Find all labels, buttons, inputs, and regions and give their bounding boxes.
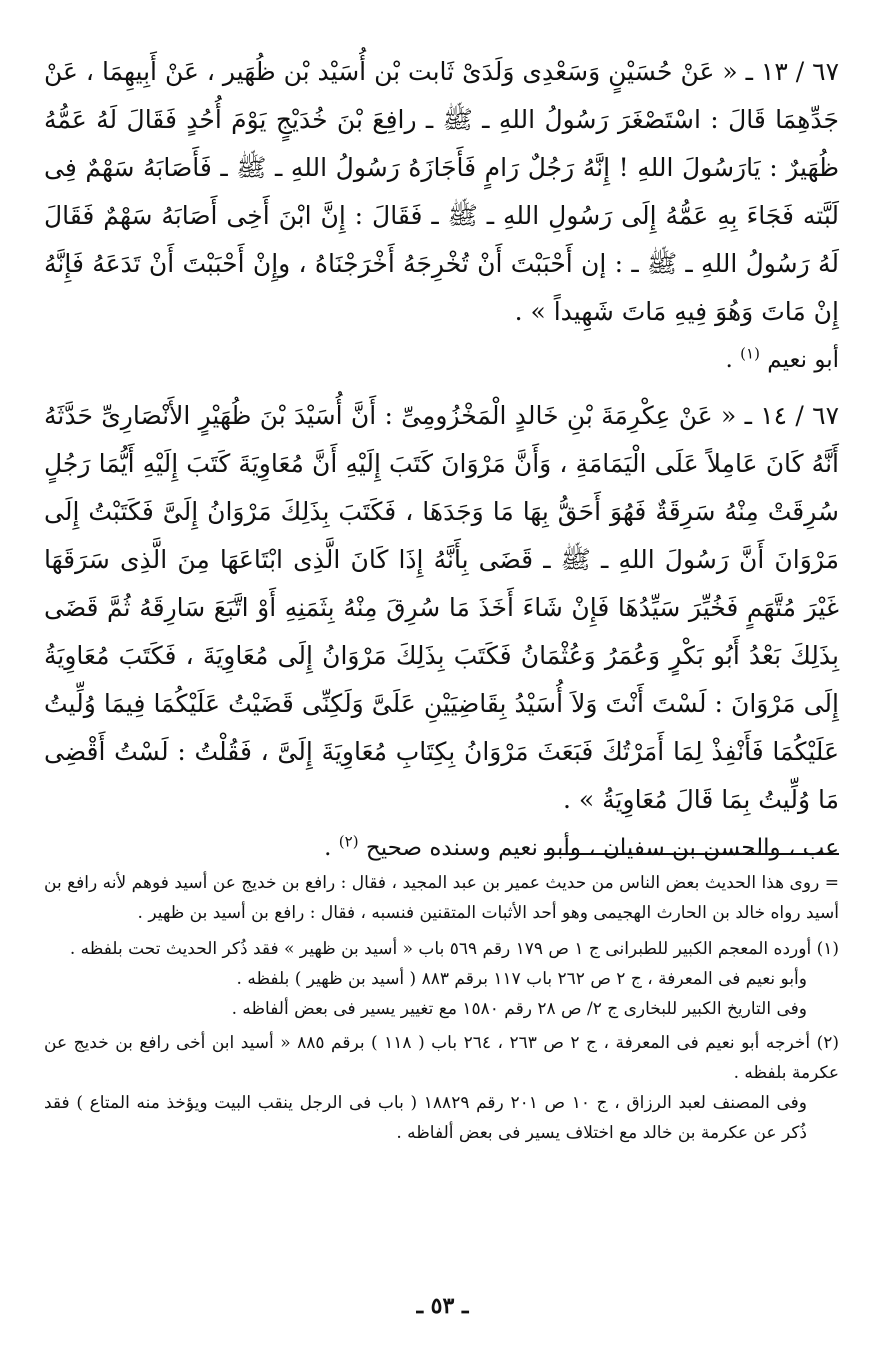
hadith-13-source-text: أبو نعيم (767, 347, 839, 373)
footnotes (44, 868, 839, 1148)
footnote-1-line-3: وفى التاريخ الكبير للبخارى ج ٢/ ص ٢٨ رقم ١٥٨٠ مع تغيير يسير فى بعض ألفاظه . (231, 999, 807, 1019)
footnote-1-line-1: أورده المعجم الكبير للطبرانى ج ١ ص ١٧٩ رقم ٥٦٩ باب « أسيد بن ظهير » فقد ذُكر الحديث تحت بلفظه . (69, 939, 812, 959)
footnote-ref-2[interactable]: (٢) (338, 832, 359, 851)
page-number: ـ ٥٣ ـ (416, 1293, 469, 1319)
hadith-14-source: عب ، والحسن بن سفيان ، وأبو نعيم وسنده صحيح $^{(٢)}$ . (324, 832, 839, 861)
footnote-1-line-2: وأبو نعيم فى المعرفة ، ج ٢ ص ٢٦٢ باب ١١٧ برقم ٨٨٣ ( أسيد بن ظهير ) بلفظه . (236, 969, 807, 989)
hadith-14-number: ٦٧ / ١٤ ـ (744, 401, 839, 430)
footnote-continuation: = روى هذا الحديث بعض الناس من حديث عمير بن عبد المجيد ، فقال : رافع بن خديج عن أسيد فوهم لأنه رافع بن أسيد رواه خالد بن الحارث الهجيمى وهو أحد الأثبات المتقنين فنسبه ، فقال : رافع بن أسيد بن ظهير . (44, 873, 839, 923)
main-text (44, 48, 839, 872)
footnote-2-marker: (٢) (816, 1033, 840, 1053)
footnote-ref-1[interactable]: (١) (740, 344, 760, 363)
hadith-14-source-text: عب ، والحسن بن سفيان ، وأبو نعيم وسنده صحيح (365, 835, 839, 861)
hadith-14-text: « عَنْ عِكْرِمَةَ بْنِ خَالدٍ الْمَخْزُومِىِّ : أَنَّ أُسَيْدَ بْنَ ظُهَيْرٍ الأَنْصَارِىِّ حَدَّثَهُ أَنَّهُ كَانَ عَامِلاً عَلَى الْيَمَامَةِ ، وَأَنَّ مَرْوَانَ كَتَبَ إِلَيْهِ أَنَّ مُعَاوِيَةَ كَتَبَ إِلَيْهِ أَيُّمَا رَجُلٍ سُرِقَتْ مِنْهُ سَرِقَةٌ فَهُوَ أَحَقُّ بِهَا مَا وَجَدَهَا ، فَكَتَبَ بِذَلِكَ مَرْوَانُ إِلَىَّ فَكَتَبْتُ إِلَى مَرْوَانَ أَنَّ رَسُولَ اللهِ ـ ﷺ ـ قَضَى بِأَنَّهُ إِذَا كَانَ الَّذِى ابْتَاعَهَا مِنَ الَّذِى سَرَقَهَا غَيْرَ مُتَّهَمٍ فَخُيِّرَ سَيِّدُهَا فَإِنْ شَاءَ أَخَذَ مَا سُرِقَ مِنْهُ بِثَمَنِهِ أَوْ اتَّبَعَ سَارِقَهُ ثُمَّ قَضَى بِذَلِكَ بَعْدُ أَبُو بَكْرٍ وَعُمَرُ وَعُثْمَانُ فَكَتَبَ بِذَلِكَ مَرْوَانُ إِلَى مُعَاوِيَةَ ، فَكَتَبَ مُعَاوِيَةُ إِلَى مَرْوَانَ : لَسْتَ أَنْتَ وَلاَ أُسَيْدُ بِقَاضِيَيْنِ عَلَىَّ وَلَكِنِّى قَضَيْتُ عَلَيْكُمَا فِيمَا وُلِّيتُ عَلَيْكُمَا فَأَنْفِذْ لِمَا أَمَرْتُكَ فَبَعَثَ مَرْوَانُ بِكِتَابِ مُعَاوِيَةَ إِلَىَّ ، فَقُلْتُ : لَسْتُ أَقْضِى مَا وُلِّيتُ بِمَا قَالَ مُعَاوِيَةُ » . (44, 401, 840, 814)
footnote-1-marker: (١) (816, 939, 839, 959)
footnote-1 (44, 934, 839, 964)
hadith-14 (44, 392, 839, 824)
footnote-2 (44, 1028, 839, 1088)
hadith-13 (44, 48, 839, 336)
hadith-13-text: « عَنْ حُسَيْنٍ وَسَعْدِى وَلَدَىْ ثَابت بْن أُسَيْد بْن ظُهَير ، عَنْ أَبِيهِمَا ، عَنْ جَدِّهِمَا قَالَ : اسْتَصْغَرَ رَسُولُ اللهِ ـ ﷺ ـ رافِعَ بْنَ خُدَيْجٍ يَوْمَ أُحُدٍ فَقَالَ لَهُ عَمُّهُ ظُهَيرٌ : يَارَسُولَ اللهِ ! إِنَّهُ رَجُلٌ رَامٍ فَأَجَازَهُ رَسُولُ اللهِ ـ ﷺ ـ فَأَصَابَهُ سَهْمٌ فِى لَبَّته فَجَاءَ بِهِ عَمُّهُ إِلَى رَسُولِ اللهِ ـ ﷺ ـ فَقَالَ : إِنَّ ابْنَ أَخِى أَصَابَهُ سَهْمٌ فَقَالَ لَهُ رَسُولُ اللهِ ـ ﷺ ـ : إن أَحْبَبْتَ أَنْ تُخْرِجَهُ أَخْرَجْنَاهُ ، وإِنْ أَحْبَبْتَ أَنْ تَدَعَهُ فَإِنَّهُ إِنْ مَاتَ وَهُوَ فِيهِ مَاتَ شَهِيداً » . (44, 57, 839, 326)
hadith-13-number: ٦٧ / ١٣ ـ (745, 57, 839, 86)
footnote-2-line-2: وفى المصنف لعبد الرزاق ، ج ١٠ ص ٢٠١ رقم ١٨٨٢٩ ( باب فى الرجل ينقب البيت ويؤخذ منه المتاع ) فقد ذُكر عن عكرمة بن خالد مع اختلاف يسير فى بعض ألفاظه . (44, 1093, 807, 1143)
footnote-divider (544, 853, 839, 855)
hadith-13-source: أبو نعيم $^{(١)}$ . (725, 344, 839, 373)
footnote-2-line-1: أخرجه أبو نعيم فى المعرفة ، ج ٢ ص ٢٦٣ ، ٢٦٤ باب ( ١١٨ ) برقم ٨٨٥ « أسيد ابن أخى رافع بن خديج عن عكرمة بلفظه . (44, 1033, 839, 1083)
